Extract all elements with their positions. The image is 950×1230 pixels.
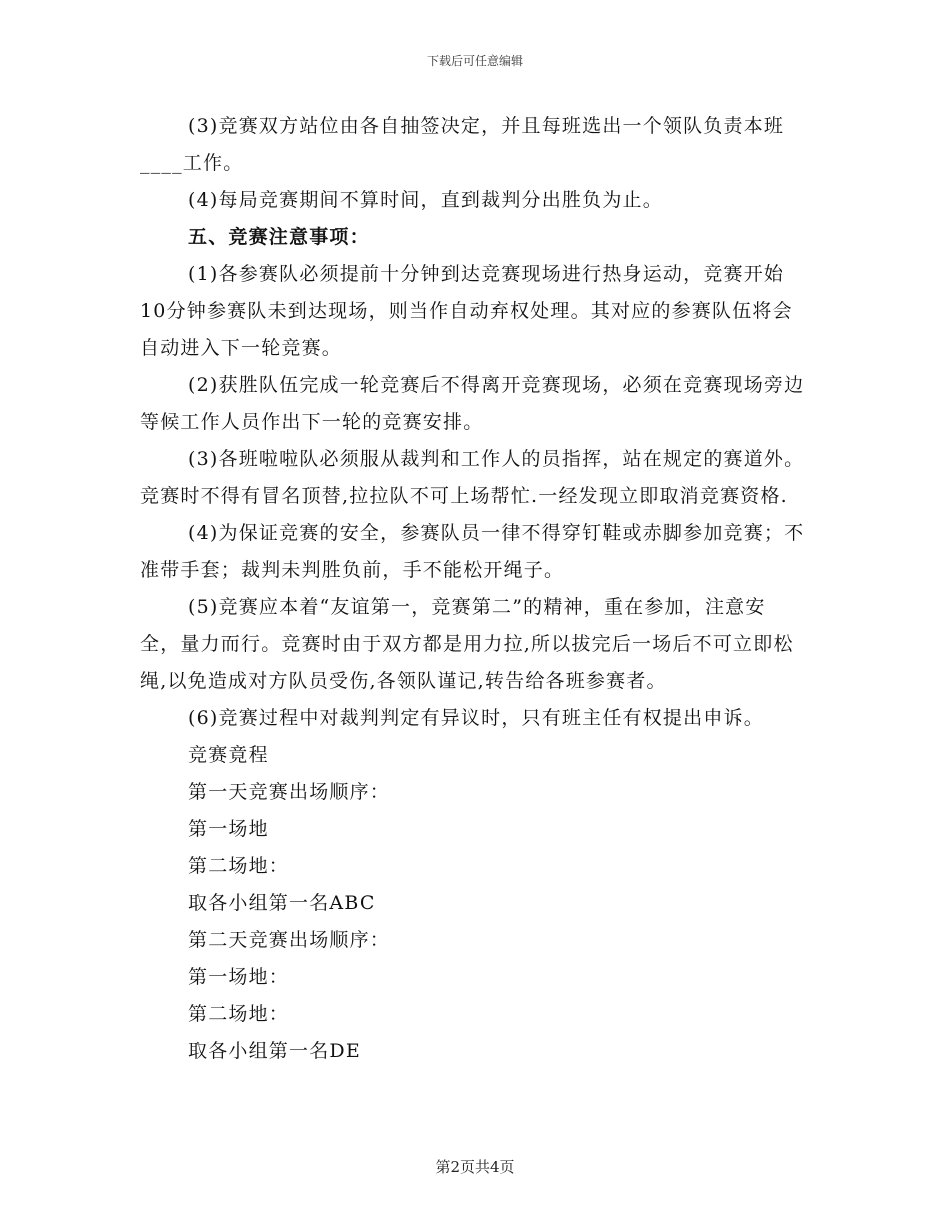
paragraph-rule-3-positions: (3)竞赛双方站位由各自抽签决定，并且每班选出一个领队负责本班____工作。: [140, 115, 785, 174]
day1-field1-label: 第一场地: [188, 818, 269, 840]
section-heading-notes: 五、竞赛注意事项：: [188, 226, 370, 248]
schedule-title: 竞赛竟程: [188, 744, 269, 766]
day1-order-label: 第一天竞赛出场顺序：: [188, 781, 391, 803]
day2-advance-note: 取各小组第一名DE: [188, 1040, 361, 1062]
document-body: [140, 108, 805, 1070]
paragraph-note-4: (4)为保证竞赛的安全，参赛队员一律不得穿钉鞋或赤脚参加竞赛；不准带手套；裁判未判胜负前，手不能松开绳子。: [140, 522, 805, 581]
day1-advance-note: 取各小组第一名ABC: [188, 892, 376, 914]
paragraph-rule-4-timing: (4)每局竞赛期间不算时间，直到裁判分出胜负为止。: [188, 189, 663, 211]
day2-order-label: 第二天竞赛出场顺序：: [188, 929, 391, 951]
day2-field2-label: 第二场地：: [188, 1003, 290, 1025]
paragraph-note-3: (3)各班啦啦队必须服从裁判和工作人的员指挥，站在规定的赛道外。竞赛时不得有冒名顶替,拉拉队不可上场帮忙.一经发现立即取消竞赛资格.: [140, 448, 805, 507]
day1-field2-label: 第二场地：: [188, 855, 290, 877]
paragraph-note-2: (2)获胜队伍完成一轮竞赛后不得离开竞赛现场，必须在竞赛现场旁边等候工作人员作出下一轮的竞赛安排。: [140, 374, 805, 433]
paragraph-note-6: (6)竞赛过程中对裁判判定有异议时，只有班主任有权提出申诉。: [188, 707, 764, 729]
paragraph-note-1: (1)各参赛队必须提前十分钟到达竞赛现场进行热身运动，竞赛开始10分钟参赛队未到达现场，则当作自动弃权处理。其对应的参赛队伍将会自动进入下一轮竞赛。: [140, 263, 793, 359]
page-number: 第2页共4页: [435, 1158, 515, 1176]
page-header-note: 下载后可任意编辑: [426, 54, 523, 68]
paragraph-note-5: (5)竞赛应本着“友谊第一，竞赛第二”的精神，重在参加，注意安全，量力而行。竞赛时由于双方都是用力拉,所以拔完后一场后不可立即松绳,以免造成对方队员受伤,各领队谨记,转告给各班参赛者。: [140, 596, 794, 692]
day2-field1-label: 第一场地：: [188, 966, 290, 988]
